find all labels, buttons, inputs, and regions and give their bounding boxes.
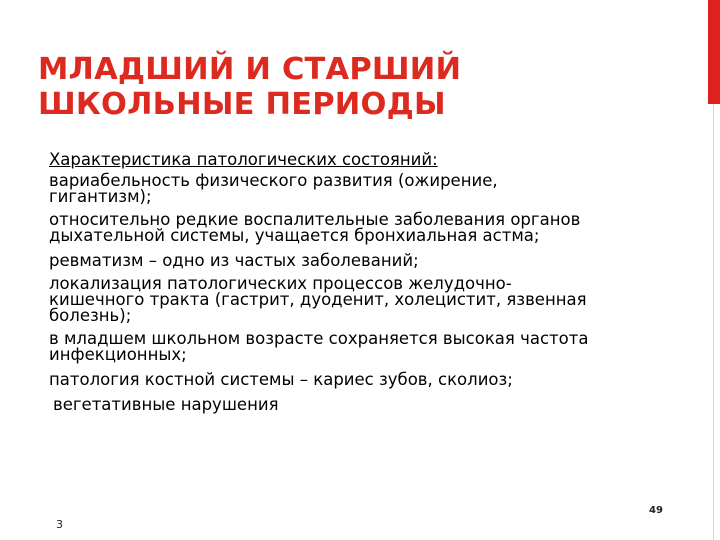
list-item-line: патология костной системы – кариес зубов, сколиоз; <box>49 370 513 389</box>
section-heading: Характеристика патологических состояний: <box>49 150 438 169</box>
list-item <box>49 173 699 205</box>
slide-title <box>38 52 678 122</box>
list-item <box>49 251 699 271</box>
list-item-line: локализация патологических процессов желудочно- <box>49 274 512 293</box>
slide-title-line-1: МЛАДШИЙ И СТАРШИЙ <box>38 52 462 87</box>
side-divider <box>713 104 714 540</box>
list-item-line: в младшем школьном возрасте сохраняется высокая частота <box>49 329 589 348</box>
list-item-line: гигантизм); <box>49 187 152 206</box>
slide-number: 3 <box>56 518 63 531</box>
list-item <box>49 395 699 415</box>
list-item <box>49 370 699 390</box>
list-item <box>49 276 699 324</box>
list-item-line: вегетативные нарушения <box>53 395 279 414</box>
list-item-line: болезнь); <box>49 306 132 325</box>
page-number: 49 <box>649 505 663 516</box>
accent-bar <box>708 0 720 104</box>
list-item-line: ревматизм – одно из частых заболеваний; <box>49 251 419 270</box>
slide-title-line-2: ШКОЛЬНЫЕ ПЕРИОДЫ <box>38 87 446 122</box>
list-item <box>49 331 699 363</box>
list-item-line: относительно редкие воспалительные заболевания органов <box>49 210 581 229</box>
list-item-line: дыхательной системы, учащается бронхиальная астма; <box>49 226 540 245</box>
list-item <box>49 212 699 244</box>
list-item-line: кишечного тракта (гастрит, дуоденит, холецистит, язвенная <box>49 290 587 309</box>
list-item-line: инфекционных; <box>49 345 187 364</box>
slide-body <box>49 150 699 420</box>
list-item-line: вариабельность физического развития (ожирение, <box>49 171 498 190</box>
